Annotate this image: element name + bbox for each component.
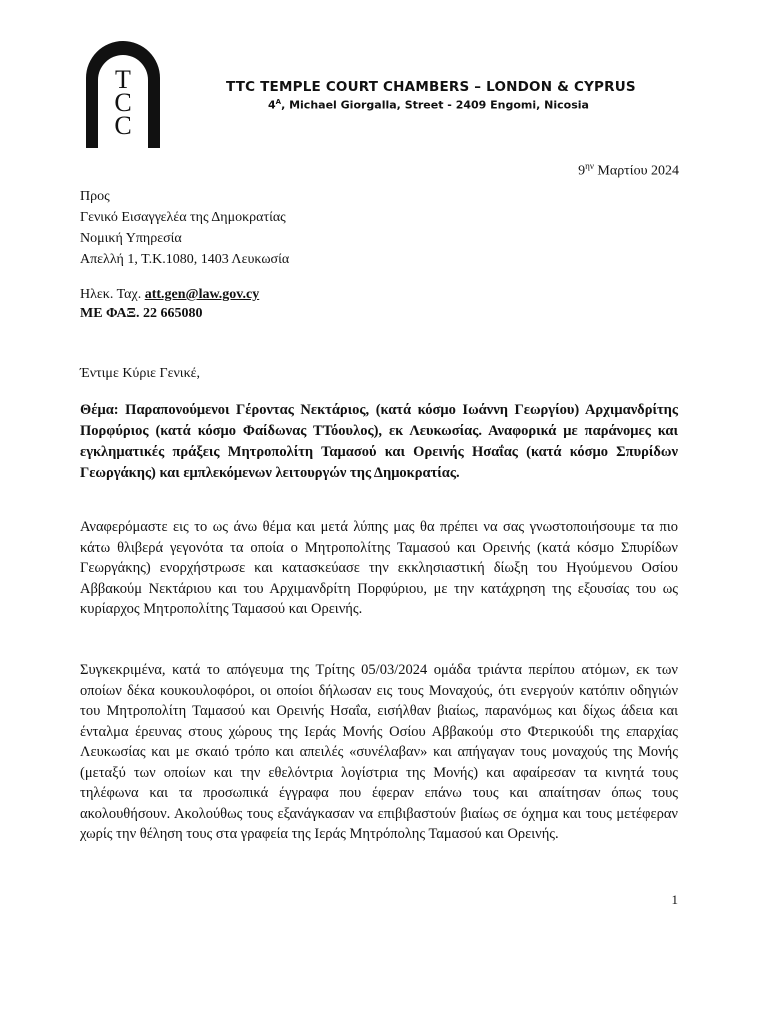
greeting: Έντιμε Κύριε Γενικέ, [80,366,200,381]
email-label: Ηλεκ. Ταχ. [80,287,145,302]
email-link[interactable]: att.gen@law.gov.cy [144,287,260,302]
body-paragraph: Συγκεκριμένα, κατά το απόγευμα της Τρίτης 05/03/2024 ομάδα τριάντα περίπου ατόμων, εκ των οποίων δέκα κουκουλοφόροι, οι οποίοι δήλωσαν εις τους Μοναχούς, ότι ενεργούν κατόπιν οδηγιών του Μητροπολίτη Ταμασού και Ορεινής Ησαΐα, εισήλθαν βιαίως, παρανόμως και δίχως άδεια και ένταλμα έρευνας στους χώρους της Ιεράς Μονής Οσίου Αββακούμ στο Φτερικούδι της επαρχίας Λευκωσίας και με σκαιό τρόπο και απειλές «συνέλαβαν» και απήγαγαν τους μοναχούς της Μονής (μεταξύ των οποίων και την εθελόντρια λογίστρια της Μονής) και αφαίρεσαν τα κινητά τους τηλέφωνα και τα προσωπικά έγγραφα που έφεραν επάνω τους και απαίτησαν όπως τους ακολουθήσουν. Ακολούθως τους εξανάγκασαν να επιβιβαστούν βιαίως σε όχημα και τους μετέφεραν χωρίς την θέληση τους στα γραφεία της Ιεράς Μητρόπολης Ταμασού και Ορεινής. [80,662,678,842]
logo-letter-c2: C [114,111,132,140]
letterhead [226,79,696,112]
recipient-line: Απελλή 1, Τ.Κ.1080, 1403 Λευκωσία [80,252,290,267]
recipient-line: Προς [80,189,110,204]
firm-name: TTC TEMPLE COURT CHAMBERS – LONDON & CYPRUS [226,79,636,95]
recipient-block [80,186,289,270]
firm-logo [82,36,164,148]
firm-address: $4^A$, Michael Giorgalla, Street - 2409 Engomi, Nicosia [268,98,589,112]
page-number: 1 [671,892,678,907]
recipient-line: Νομική Υπηρεσία [80,231,182,246]
fax-line: ΜΕ ΦΑΞ. 22 665080 [80,306,203,321]
subject: Θέμα: Παραπονούμενοι Γέροντας Νεκτάριος, (κατά κόσμο Ιωάννη Γεωργίου) Αρχιμανδρίτης Πορφύριος (κατά κόσμο Φαίδωνας ΤΤόουλος), εκ Λευκωσίας. Αναφορικά με παράνομες και εγκληματικές πράξεις Μητροπολίτη Ταμασού και Ορεινής Ησαΐας (κατά κόσμο Σπυρίδων Γεωργάκης) και εμπλεκόμενων λειτουργών της Δημοκρατίας. [80,402,678,481]
letter-date: $9^{\eta\nu}$ Μαρτίου 2024 [578,161,679,179]
logo-letter-t: T [115,65,131,94]
email-line [80,285,259,304]
recipient-line: Γενικό Εισαγγελέα της Δημοκρατίας [80,210,286,225]
contact-block [80,285,259,323]
body-paragraph: Αναφερόμαστε εις το ως άνω θέμα και μετά λύπης μας θα πρέπει να σας γνωστοποιήσουμε τα πιο κάτω θλιβερά γεγονότα τα οποία ο Μητροπολίτης Ταμασού και Ορεινής (κατά κόσμο Σπυρίδων Γεωργάκης) ενορχήστρωσε και κατασκεύασε την εκκλησιαστική δίωξη του Ηγούμενου Οσίου Αββακούμ Νεκτάριου και του Αρχιμανδρίτη Πορφύριου, με την κατάχρηση της εξουσίας του ως κυρίαρχος Μητροπολίτης Ταμασού και Ορεινής. [80,519,678,617]
logo-letter-c1: C [114,88,132,117]
